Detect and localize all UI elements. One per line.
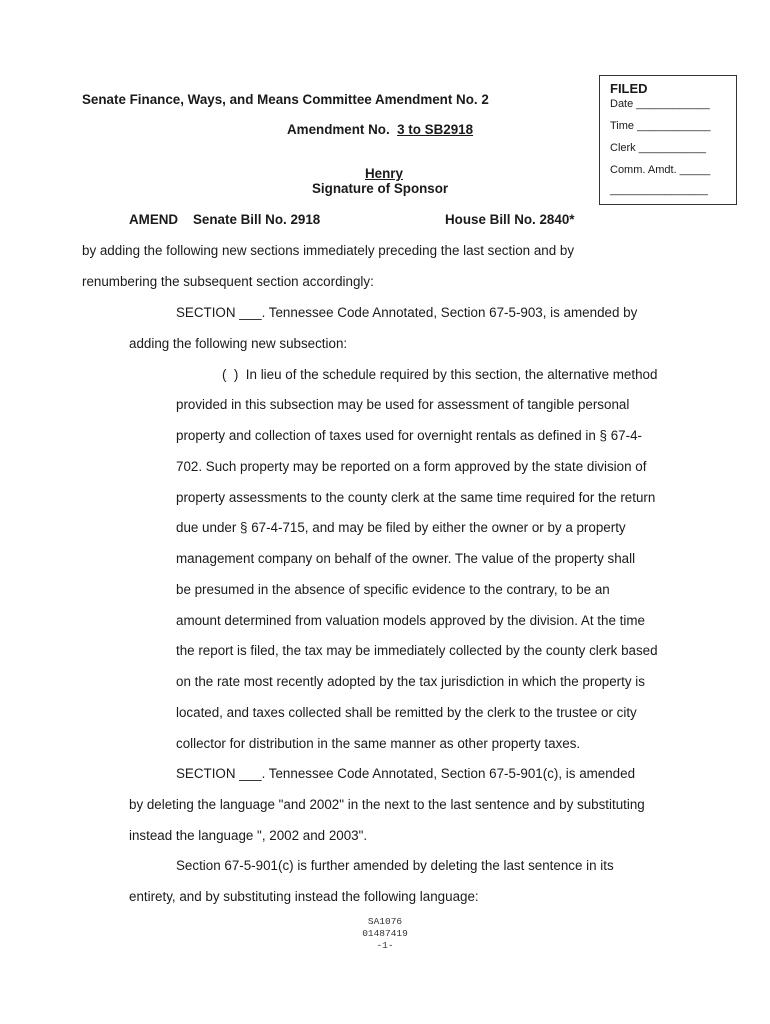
subsection-line: located, and taxes collected shall be remitted by the clerk to the trustee or city [176, 705, 637, 720]
intro-line: renumbering the subsequent section accordingly: [82, 274, 374, 289]
filed-date-row: Date ____________ [610, 98, 710, 110]
subsection-line: property and collection of taxes used for overnight rentals as defined in § 67-4- [176, 428, 642, 443]
filed-time-row: Time ____________ [610, 120, 711, 132]
amend-house-bill: House Bill No. 2840* [445, 212, 575, 227]
section-line: entirety, and by substituting instead the following language: [129, 889, 479, 904]
subsection-line: collector for distribution in the same manner as other property taxes. [176, 736, 581, 751]
subsection-line: the report is filed, the tax may be immediately collected by the county clerk based [176, 643, 658, 658]
filed-blank-line: ________________ [610, 184, 708, 196]
subsection-line: 702. Such property may be reported on a form approved by the state division of [176, 459, 647, 474]
sponsor-signature-label: Signature of Sponsor [312, 181, 449, 196]
section-line: adding the following new subsection: [129, 336, 348, 351]
subsection-line: amount determined from valuation models approved by the division. At the time [176, 613, 645, 628]
intro-line: by adding the following new sections immediately preceding the last section and by [82, 243, 575, 258]
amendment-number-line [287, 122, 473, 137]
footer-code: SA1076 [367, 916, 403, 927]
section-line: Section 67-5-901(c) is further amended by deleting the last sentence in its [176, 858, 614, 873]
amend-senate-bill: AMEND Senate Bill No. 2918 [129, 212, 321, 227]
subsection-line: ( ) In lieu of the schedule required by this section, the alternative method [222, 367, 658, 382]
section-line: SECTION ___. Tennessee Code Annotated, Section 67-5-903, is amended by [176, 305, 638, 320]
page-number: -1- [376, 940, 394, 951]
section-line: by deleting the language "and 2002" in the next to the last sentence and by substituting [129, 797, 645, 812]
subsection-line: provided in this subsection may be used for assessment of tangible personal [176, 397, 630, 412]
filed-stamp-box [599, 75, 737, 205]
committee-amendment-title: Senate Finance, Ways, and Means Committee Amendment No. 2 [82, 92, 489, 107]
amendment-label: Amendment No. [287, 122, 390, 137]
amendment-reference: 3 to SB2918 [397, 122, 474, 137]
filed-clerk-row: Clerk ___________ [610, 142, 707, 154]
subsection-line: management company on behalf of the owner. The value of the property shall [176, 551, 636, 566]
footer-number: 01487419 [362, 928, 408, 939]
filed-comm-amdt-row: Comm. Amdt. _____ [610, 164, 711, 176]
subsection-line: property assessments to the county clerk at the same time required for the return [176, 490, 656, 505]
sponsor-name: Henry [365, 166, 403, 181]
subsection-line: on the rate most recently adopted by the tax jurisdiction in which the property is [176, 674, 645, 689]
section-line: SECTION ___. Tennessee Code Annotated, Section 67-5-901(c), is amended [176, 766, 636, 781]
section-line: instead the language ", 2002 and 2003". [129, 828, 368, 843]
subsection-line: be presumed in the absence of specific evidence to the contrary, to be an [176, 582, 610, 597]
subsection-line: due under § 67-4-715, and may be filed by either the owner or by a property [176, 520, 626, 535]
filed-title: FILED [610, 81, 648, 96]
